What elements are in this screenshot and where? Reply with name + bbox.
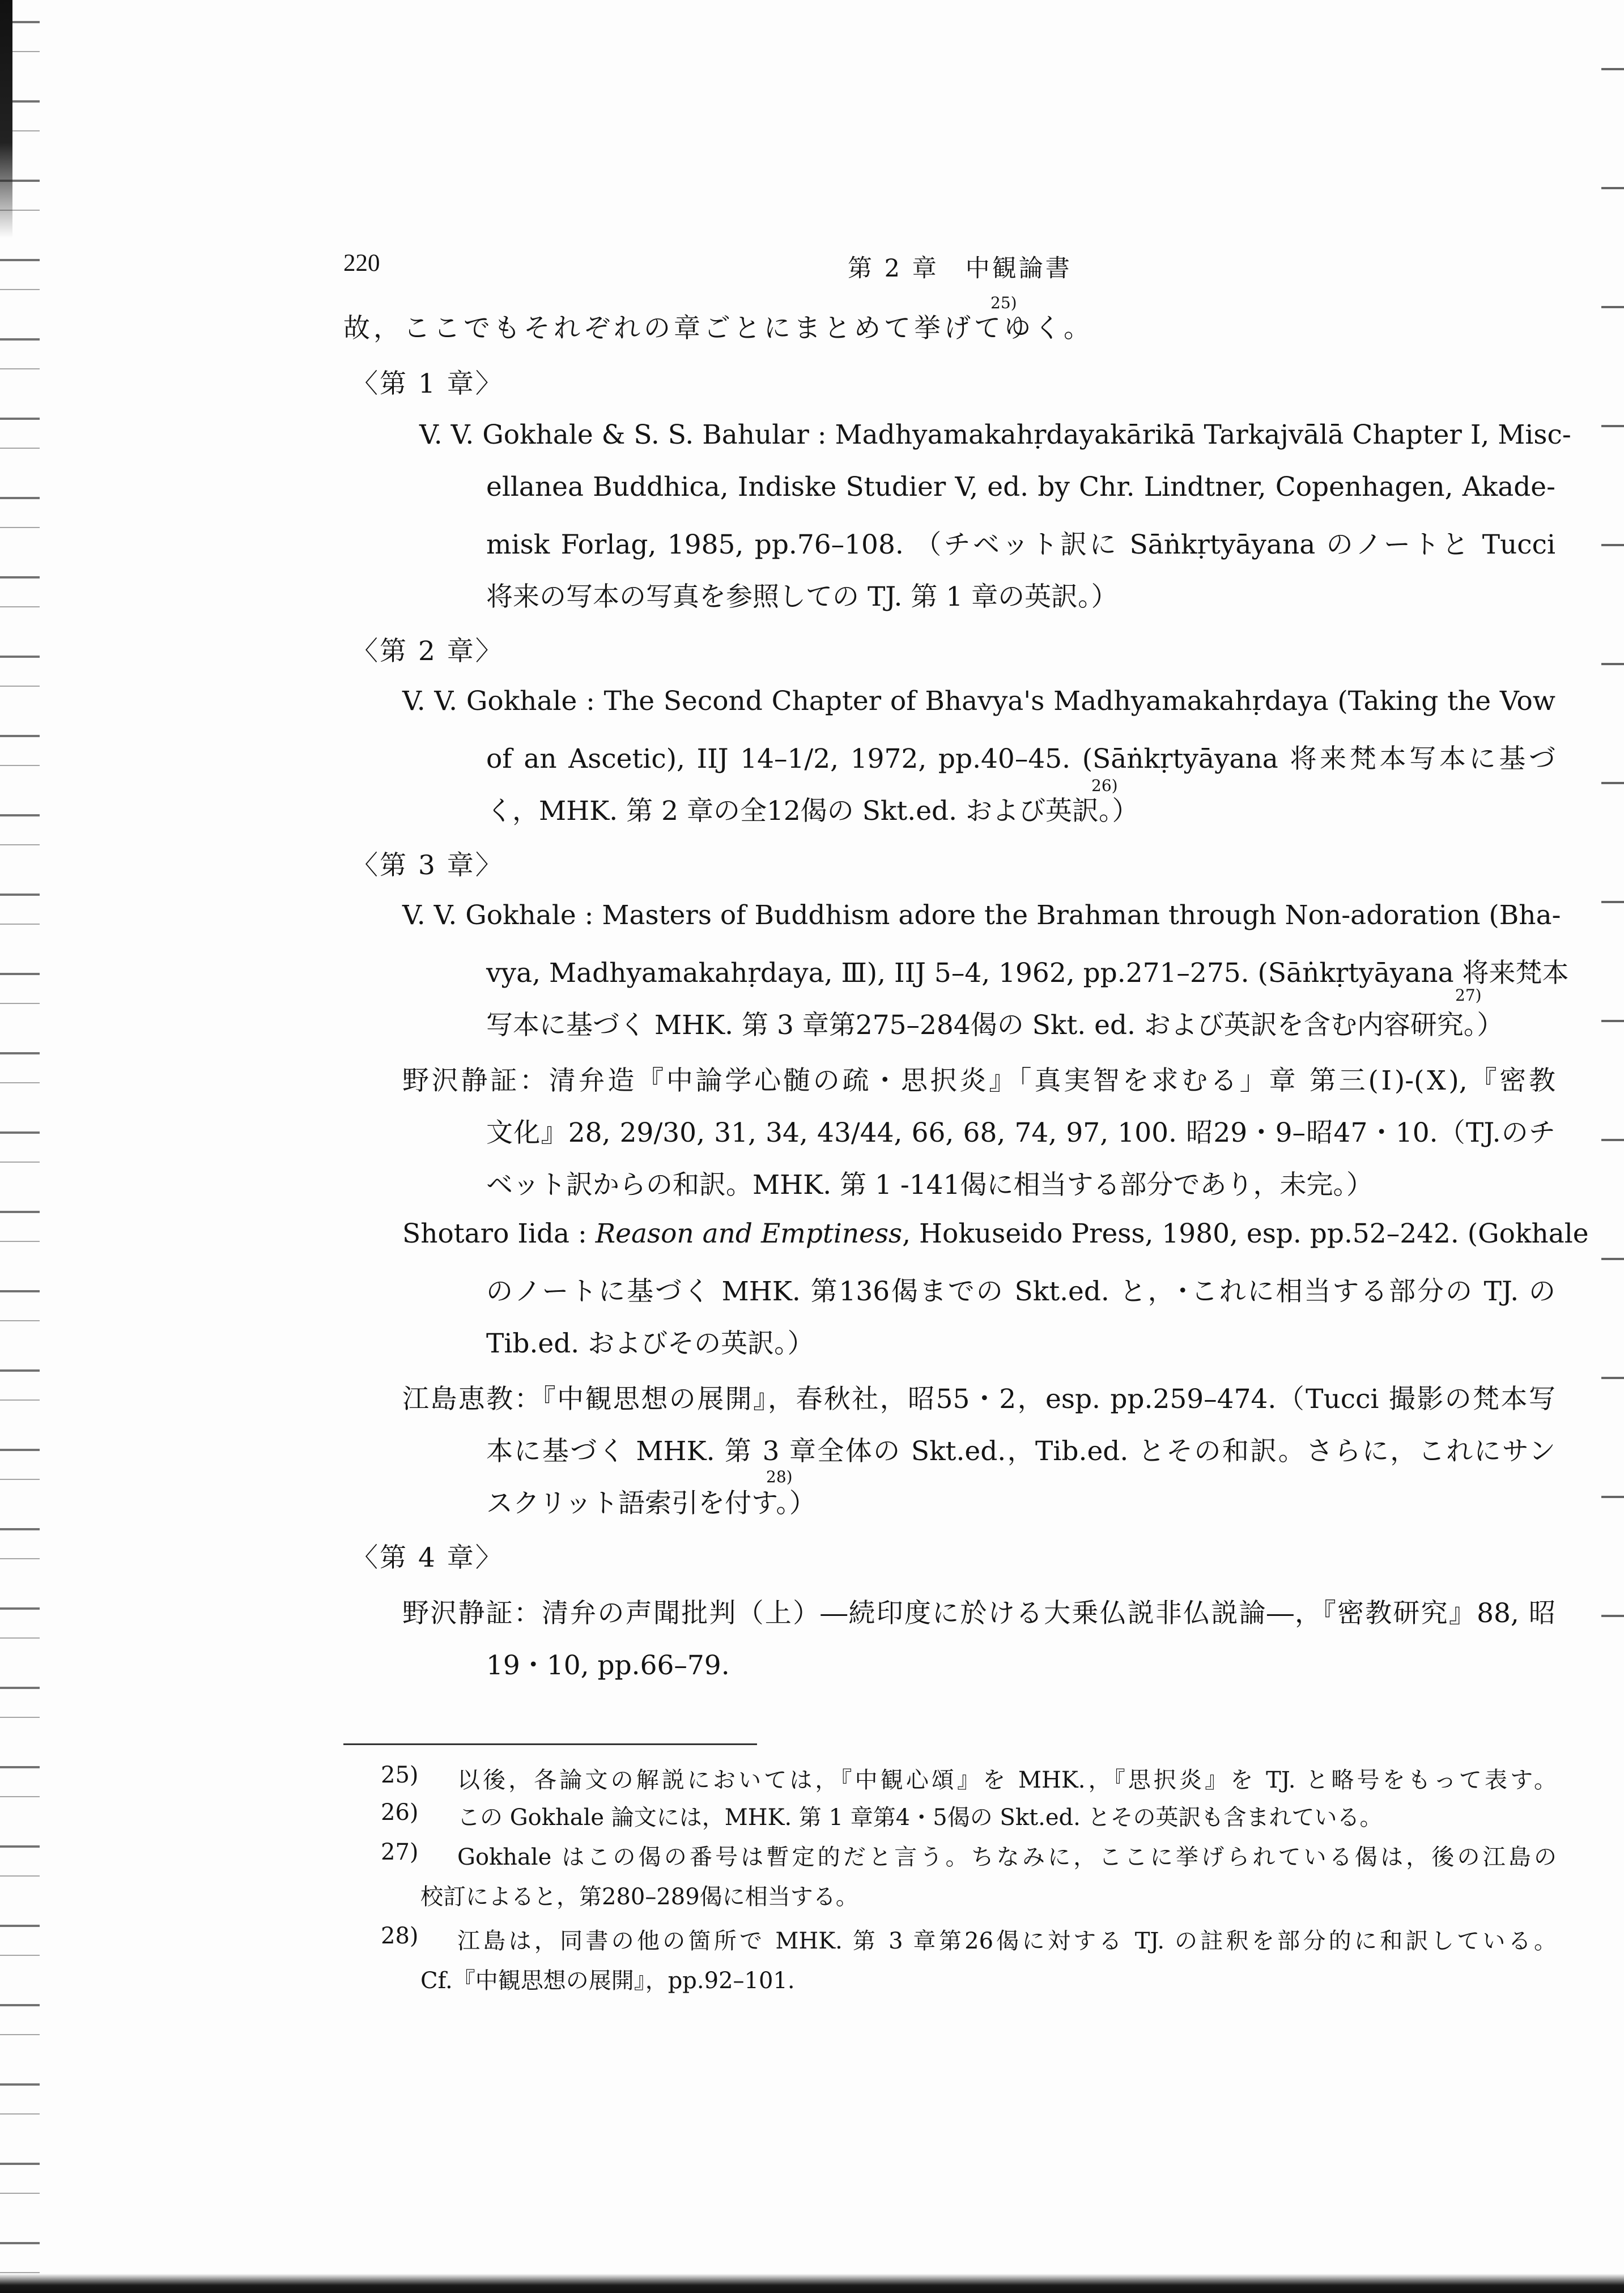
- footnote-separator: [343, 1743, 757, 1745]
- ref-line: of an Ascetic), IIJ 14–1/2, 1972, pp.40–45. (Sāṅkṛtyāyana 将来梵本写本に基づ: [486, 743, 1555, 775]
- ref-line: misk Forlag, 1985, pp.76–108. （チベット訳に Sāṅkṛtyāyana のノートと Tucci: [486, 529, 1555, 560]
- footnote-text: 校訂によると，第280–289偈に相当する。: [420, 1884, 858, 1910]
- footnote-ref-27: 27): [1455, 986, 1482, 1005]
- footnote-ref-28: 28): [766, 1467, 793, 1486]
- page-number: 220: [343, 250, 380, 276]
- chapter-4-heading: 〈第 4 章〉: [351, 1542, 504, 1573]
- footnote-text: Gokhale はこの偈の番号は暫定的だと言う。ちなみに，ここに挙げられている偈は，後の江島の: [457, 1844, 1557, 1870]
- scan-edge-left: [0, 0, 40, 2293]
- footnote-number: 26): [381, 1799, 419, 1826]
- footnote-number: 27): [381, 1839, 419, 1865]
- ref-line: 19・10, pp.66–79.: [486, 1650, 730, 1681]
- ref-line: ellanea Buddhica, Indiske Studier V, ed. by Chr. Lindtner, Copenhagen, Akade-: [486, 471, 1555, 503]
- ref-line: Tib.ed. およびその英訳。）: [486, 1328, 814, 1359]
- page-header: [343, 249, 1562, 283]
- ref-line: 写本に基づく MHK. 第 3 章第275–284偈の Skt. ed. および英訳を含む内容研究。）: [486, 1010, 1504, 1041]
- footnote-number: 25): [381, 1762, 419, 1788]
- footnote-ref-25: 25): [990, 293, 1017, 312]
- ref-line-iida: [402, 1218, 1589, 1249]
- footnote-text: 以後，各論文の解説においては，『中観心頌』を MHK.，『思択炎』を TJ. と略号をもって表す。: [457, 1767, 1557, 1793]
- scan-edge-bottom: [0, 2274, 1624, 2293]
- intro-text: 故，ここでもそれぞれの章ごとにまとめて挙げてゆく。: [343, 313, 1094, 344]
- ref-author: Shotaro Iida :: [402, 1218, 596, 1249]
- ref-title-italic: Reason and Emptiness: [595, 1218, 903, 1249]
- ref-line: のノートに基づく MHK. 第136偈までの Skt.ed. と，･これに相当する部分の TJ. の: [486, 1276, 1555, 1307]
- footnote-text: この Gokhale 論文には，MHK. 第 1 章第4・5偈の Skt.ed. とその英訳も含まれている。: [457, 1805, 1383, 1831]
- ref-line: 野沢静証：清弁の声聞批判（上）―続印度に於ける大乗仏説非仏説論―，『密教研究』88, 昭: [402, 1598, 1555, 1629]
- ref-line: V. V. Gokhale : The Second Chapter of Bhavya's Madhyamakahṛdaya (Taking the Vow: [402, 686, 1555, 717]
- footnote-text: 江島は，同書の他の箇所で MHK. 第 3 章第26偈に対する TJ. の註釈を部分的に和訳している。: [457, 1928, 1557, 1954]
- ref-line: ベット訳からの和訳。MHK. 第 1 -141偈に相当する部分であり，未完。）: [486, 1169, 1373, 1201]
- ref-line: 江島恵教：『中観思想の展開』，春秋社，昭55・2，esp. pp.259–474.（Tucci 撮影の梵本写: [402, 1384, 1555, 1415]
- footnote-ref-26: 26): [1091, 776, 1118, 795]
- chapter-2-heading: 〈第 2 章〉: [351, 636, 504, 667]
- footnote-text: Cf.『中観思想の展開』，pp.92–101.: [420, 1968, 795, 1994]
- scan-edge-right: [1601, 0, 1624, 1643]
- running-head: 第 2 章 中観論書: [848, 254, 1072, 283]
- ref-rest: , Hokuseido Press, 1980, esp. pp.52–242. (Gokhale: [902, 1218, 1589, 1249]
- chapter-1-heading: 〈第 1 章〉: [351, 368, 504, 399]
- ref-line: 将来の写本の写真を参照しての TJ. 第 1 章の英訳。）: [486, 581, 1118, 612]
- ref-line: 野沢静証：清弁造『中論学心髄の疏・思択炎』「真実智を求むる」章 第三(Ⅰ)-(Ⅹ),『密教: [402, 1065, 1555, 1096]
- ref-line: スクリット語索引を付す。）: [486, 1488, 816, 1519]
- footnote-number: 28): [381, 1923, 419, 1949]
- ref-line: V. V. Gokhale & S. S. Bahular : Madhyamakahṛdayakārikā Tarkajvālā Chapter I, Misc-: [419, 419, 1571, 450]
- ref-line: 文化』28, 29/30, 31, 34, 43/44, 66, 68, 74, 97, 100. 昭29・9–昭47・10.（TJ.のチ: [486, 1117, 1555, 1148]
- chapter-3-heading: 〈第 3 章〉: [351, 850, 504, 881]
- ref-line: 本に基づく MHK. 第 3 章全体の Skt.ed.，Tib.ed. とその和訳。さらに，これにサン: [486, 1436, 1555, 1467]
- ref-line: く，MHK. 第 2 章の全12偈の Skt.ed. および英訳。）: [486, 795, 1139, 827]
- ref-line: vya, Madhyamakahṛdaya, Ⅲ), IIJ 5–4, 1962, pp.271–275. (Sāṅkṛtyāyana 将来梵本: [486, 958, 1569, 989]
- ref-line: V. V. Gokhale : Masters of Buddhism adore the Brahman through Non-adoration (Bha-: [402, 900, 1561, 931]
- scan-edge-left-dark: [0, 0, 12, 238]
